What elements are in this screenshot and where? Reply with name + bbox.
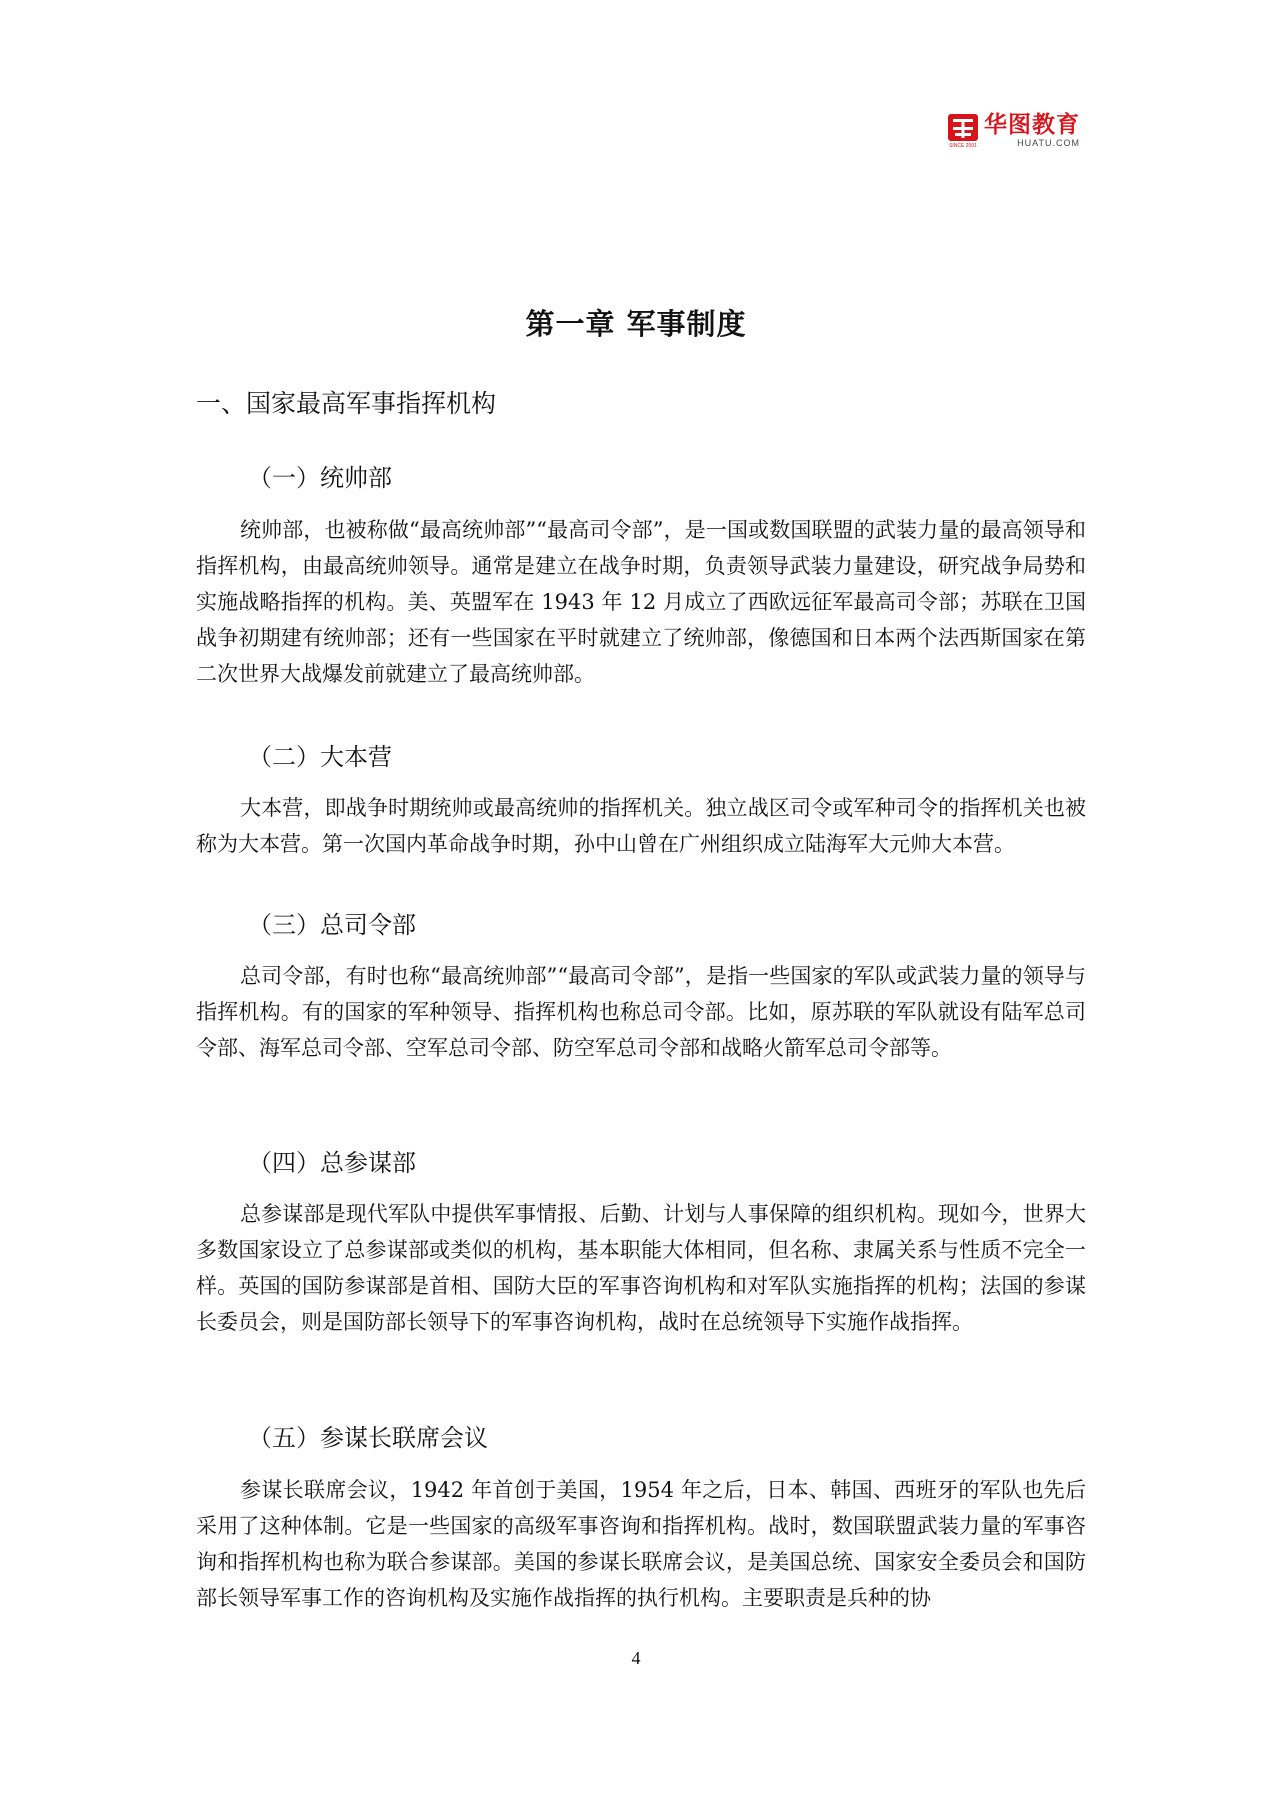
subsection-title-5: （五）参谋长联席会议 bbox=[248, 1424, 488, 1452]
logo-name: 华图教育 bbox=[984, 112, 1080, 138]
subsection-paragraph-5: 参谋长联席会议，1942 年首创于美国，1954 年之后，日本、韩国、西班牙的军队也先后采用了这种体制。它是一些国家的高级军事咨询和指挥机构。战时，数国联盟武装力量的军事咨询和指挥机构也称为联合参谋部。美国的参谋长联席会议，是美国总统、国家安全委员会和国防部长领导军事工作的咨询机构及实施作战指挥的执行机构。主要职责是兵种的协 bbox=[196, 1478, 1086, 1610]
huatu-logo bbox=[948, 112, 1088, 150]
subsection-paragraph-2: 大本营，即战争时期统帅或最高统帅的指挥机关。独立战区司令或军种司令的指挥机关也被称为大本营。第一次国内革命战争时期，孙中山曾在广州组织成立陆海军大元帅大本营。 bbox=[196, 796, 1086, 856]
page-number: 4 bbox=[631, 1648, 641, 1668]
subsection-title-4: （四）总参谋部 bbox=[248, 1149, 416, 1177]
chapter-title: 第一章 军事制度 bbox=[525, 307, 747, 341]
subsection-paragraph-3: 总司令部，有时也称“最高统帅部”“最高司令部”，是指一些国家的军队或武装力量的领导与指挥机构。有的国家的军种领导、指挥机构也称总司令部。比如，原苏联的军队就设有陆军总司令部、海军总司令部、空军总司令部、防空军总司令部和战略火箭军总司令部等。 bbox=[196, 964, 1086, 1060]
subsection-paragraph-1: 统帅部，也被称做“最高统帅部”“最高司令部”，是一国或数国联盟的武装力量的最高领导和指挥机构，由最高统帅领导。通常是建立在战争时期，负责领导武装力量建设，研究战争局势和实施战略指挥的机构。美、英盟军在 1943 年 12 月成立了西欧远征军最高司令部；苏联在卫国战争初期建有统帅部；还有一些国家在平时就建立了统帅部，像德国和日本两个法西斯国家在第二次世界大战爆发前就建立了最高统帅部。 bbox=[196, 518, 1086, 686]
subsection-title-3: （三）总司令部 bbox=[248, 911, 416, 939]
subsection-title-1: （一）统帅部 bbox=[248, 464, 392, 492]
logo-since-text: SINCE 2001 bbox=[949, 143, 977, 148]
huatu-logo-icon bbox=[948, 114, 978, 148]
subsection-title-2: （二）大本营 bbox=[248, 743, 392, 771]
subsection-paragraph-4: 总参谋部是现代军队中提供军事情报、后勤、计划与人事保障的组织机构。现如今，世界大多数国家设立了总参谋部或类似的机构，基本职能大体相同，但名称、隶属关系与性质不完全一样。英国的国防参谋部是首相、国防大臣的军事咨询机构和对军队实施指挥的机构；法国的参谋长委员会，则是国防部长领导下的军事咨询机构，战时在总统领导下实施作战指挥。 bbox=[196, 1202, 1086, 1334]
logo-url: HUATU.COM bbox=[1017, 138, 1080, 148]
section-title: 一、国家最高军事指挥机构 bbox=[196, 389, 497, 418]
